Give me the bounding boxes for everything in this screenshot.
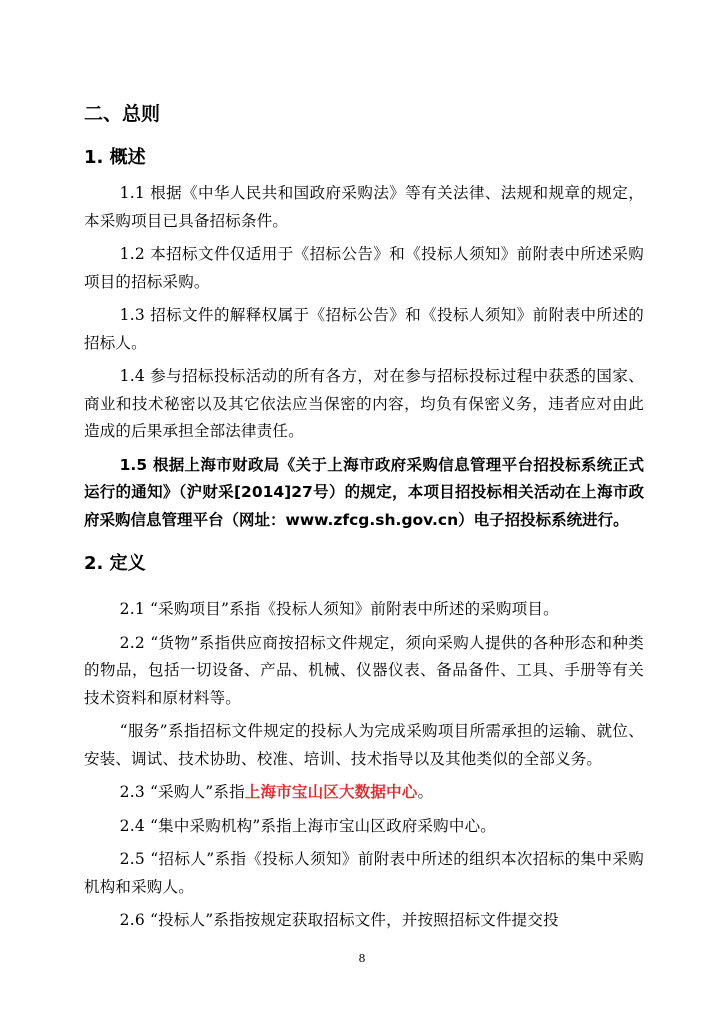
paragraph-1-1: 1.1 根据《中华人民共和国政府采购法》等有关法律、法规和规章的规定，本采购项目已具备招标条件。 xyxy=(84,184,644,230)
page-content xyxy=(84,100,644,941)
paragraph-2-6: 2.6 “投标人”系指按规定获取招标文件，并按照招标文件提交投 xyxy=(119,911,559,929)
paragraph-2-4: 2.4 “集中采购机构”系指上海市宝山区政府采购中心。 xyxy=(119,816,496,835)
page-number: 8 xyxy=(358,952,366,965)
paragraph-1-4: 1.4 参与招标投标活动的所有各方，对在参与招标投标过程中获悉的国家、商业和技术秘密以及其它依法应当保密的内容，均负有保密义务，违者应对由此造成的后果承担全部法律责任。 xyxy=(84,367,644,440)
spacer xyxy=(84,540,644,550)
paragraph-1-5: 1.5 根据上海市财政局《关于上海市政府采购信息管理平台招投标系统正式运行的通知》（沪财采[2014]27号）的规定，本项目招投标相关活动在上海市政府采购信息管理平台（网址：www.zfcg.sh.gov.cn）电子招投标系统进行。 xyxy=(84,455,644,529)
paragraph-1-3: 1.3 招标文件的解释权属于《招标公告》和《投标人须知》前附表中所述的招标人。 xyxy=(84,306,644,352)
spacer xyxy=(84,586,644,596)
section-title-general: 二、总则 xyxy=(84,103,161,125)
paragraph-2-3 xyxy=(84,779,644,807)
purchaser-name-highlight: 上海市宝山区大数据中心 xyxy=(244,783,418,801)
heading-definitions: 2. 定义 xyxy=(84,553,146,574)
paragraph-2-2: 2.2 “货物”系指供应商按招标文件规定，须向采购人提供的各种形态和种类的物品，包括一切设备、产品、机械、仪器仪表、备品备件、工具、手册等有关技术资料和原材料等。 xyxy=(84,633,644,707)
heading-overview: 1. 概述 xyxy=(84,147,146,168)
paragraph-2-3-suffix: 。 xyxy=(417,783,434,801)
paragraph-2-1: 2.1 “采购项目”系指《投标人须知》前附表中所述的采购项目。 xyxy=(119,600,559,618)
paragraph-services: “服务”系指招标文件规定的投标人为完成采购项目所需承担的运输、就位、安装、调试、技术协助、校准、培训、技术指导以及其他类似的全部义务。 xyxy=(84,722,644,768)
paragraph-1-2: 1.2 本招标文件仅适用于《招标公告》和《投标人须知》前附表中所述采购项目的招标采购。 xyxy=(84,245,644,291)
paragraph-2-3-prefix: 2.3 “采购人”系指 xyxy=(119,783,245,801)
paragraph-2-5: 2.5 “招标人”系指《投标人须知》前附表中所述的组织本次招标的集中采购机构和采购人。 xyxy=(84,850,644,896)
